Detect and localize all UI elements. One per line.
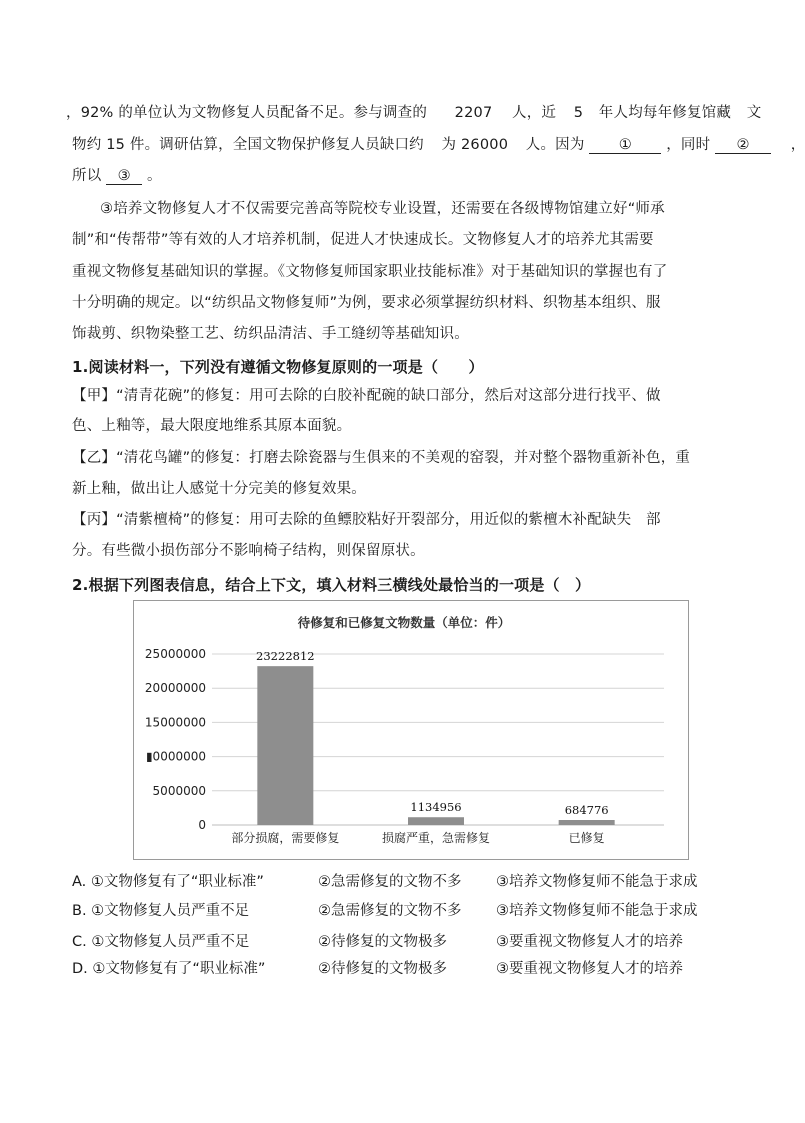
bar	[559, 820, 615, 825]
paragraph-3-line: 饰裁剪、织物染整工艺、纺织品清洁、手工缝纫等基础知识。	[72, 326, 469, 342]
option-d[interactable]	[72, 957, 265, 978]
option-c[interactable]	[72, 930, 249, 951]
option-c-part-1: C. ①文物修复人员严重不足	[72, 934, 250, 950]
passage-text: ，同时	[666, 137, 711, 153]
question-1-item: 新上釉，做出让人感觉十分完美的修复效果。	[72, 481, 366, 497]
option-b[interactable]	[72, 899, 249, 920]
option-a-part-1: A. ①文物修复有了“职业标准”	[72, 874, 264, 890]
data-label: 1134956	[410, 800, 462, 815]
x-category-label: 损腐严重，急需修复	[381, 831, 491, 845]
y-tick-label: ▮0000000	[145, 749, 206, 764]
option-a-part-2: ②急需修复的文物不多	[318, 874, 462, 890]
passage-text: ，	[790, 137, 805, 153]
option-b-part-3: ③培养文物修复师不能急于求成	[496, 903, 698, 919]
y-tick-label: 20000000	[144, 681, 206, 696]
y-tick-label: 25000000	[144, 647, 206, 661]
bar-chart	[133, 600, 689, 860]
option-d-part-2: ②待修复的文物极多	[318, 961, 447, 977]
x-category-label: 已修复	[568, 831, 605, 845]
data-label: 23222812	[256, 649, 315, 664]
passage-text: 人。因为	[525, 137, 585, 153]
survey-count: 2207	[454, 105, 493, 121]
option-c-part-2: ②待修复的文物极多	[318, 934, 447, 950]
passage-line-2	[72, 133, 805, 154]
paragraph-3-line: 重视文物修复基础知识的掌握。《文物修复师国家职业技能标准》对于基础知识的掌握也有了	[72, 264, 668, 280]
bar	[257, 666, 313, 825]
shortage-number: 为 26000	[441, 137, 509, 153]
answer-blank-1[interactable]: ①	[589, 137, 661, 154]
option-b-part-1: B. ①文物修复人员严重不足	[72, 903, 250, 919]
bar	[408, 817, 464, 825]
years-count: 5	[573, 105, 584, 121]
y-tick-label: 0	[198, 818, 206, 832]
option-d-part-3: ③要重视文物修复人才的培养	[496, 961, 683, 977]
passage-text: 。	[147, 168, 162, 184]
question-1-item: 色、上釉等，最大限度地维系其原本面貌。	[72, 418, 352, 434]
question-1-title: 1.阅读材料一，下列没有遵循文物修复原则的一项是（ ）	[72, 358, 484, 376]
data-label: 684776	[564, 803, 609, 817]
bar-chart-svg	[134, 601, 688, 859]
y-tick-label: 5000000	[152, 783, 206, 798]
passage-text: 所以	[72, 168, 102, 184]
question-1-item: 分。有些微小损伤部分不影响椅子结构，则保留原状。	[72, 543, 425, 559]
option-a[interactable]	[72, 870, 264, 891]
paragraph-3-line: 制”和“传帮带”等有效的人才培养机制，促进人才快速成长。文物修复人才的培养尤其需要	[72, 232, 654, 248]
passage-text: 人，近	[512, 105, 557, 121]
paragraph-3-line: ③培养文物修复人才不仅需要完善高等院校专业设置，还需要在各级博物馆建立好“师承	[100, 201, 665, 217]
passage-line-1	[66, 101, 761, 122]
passage-text: ，92% 的单位认为文物修复人员配备不足。参与调查的	[66, 105, 428, 121]
option-c-part-3: ③要重视文物修复人才的培养	[496, 934, 683, 950]
question-1-item: 【丙】“清紫檀椅”的修复：用可去除的鱼鳔胶粘好开裂部分，用近似的紫檀木补配缺失 部	[72, 512, 661, 528]
question-1-item: 【乙】“清花鸟罐”的修复：打磨去除瓷器与生俱来的不美观的窑裂，并对整个器物重新补色，重	[72, 450, 691, 466]
answer-blank-2[interactable]: ②	[715, 137, 771, 154]
option-b-part-2: ②急需修复的文物不多	[318, 903, 462, 919]
question-1-item: 【甲】“清青花碗”的修复：用可去除的白胶补配碗的缺口部分，然后对这部分进行找平、做	[72, 388, 661, 404]
question-2-title: 2.根据下列图表信息，结合上下文，填入材料三横线处最恰当的一项是（ ）	[72, 576, 591, 594]
paragraph-3-line: 十分明确的规定。以“纺织品文物修复师”为例，要求必须掌握纺织材料、织物基本组织、服	[72, 295, 661, 311]
option-d-part-1: D. ①文物修复有了“职业标准”	[72, 961, 266, 977]
option-a-part-3: ③培养文物修复师不能急于求成	[496, 874, 698, 890]
passage-line-3	[72, 164, 162, 185]
answer-blank-3[interactable]: ③	[106, 168, 142, 185]
y-tick-label: 15000000	[144, 715, 206, 730]
passage-text: 物约 15 件。调研估算，全国文物保护修复人员缺口约	[72, 137, 424, 153]
passage-text: 年人均每年修复馆藏	[598, 105, 732, 121]
passage-text: 文	[746, 105, 762, 121]
chart-title: 待修复和已修复文物数量（单位：件）	[297, 615, 511, 630]
x-category-label: 部分损腐，需要修复	[231, 831, 340, 845]
